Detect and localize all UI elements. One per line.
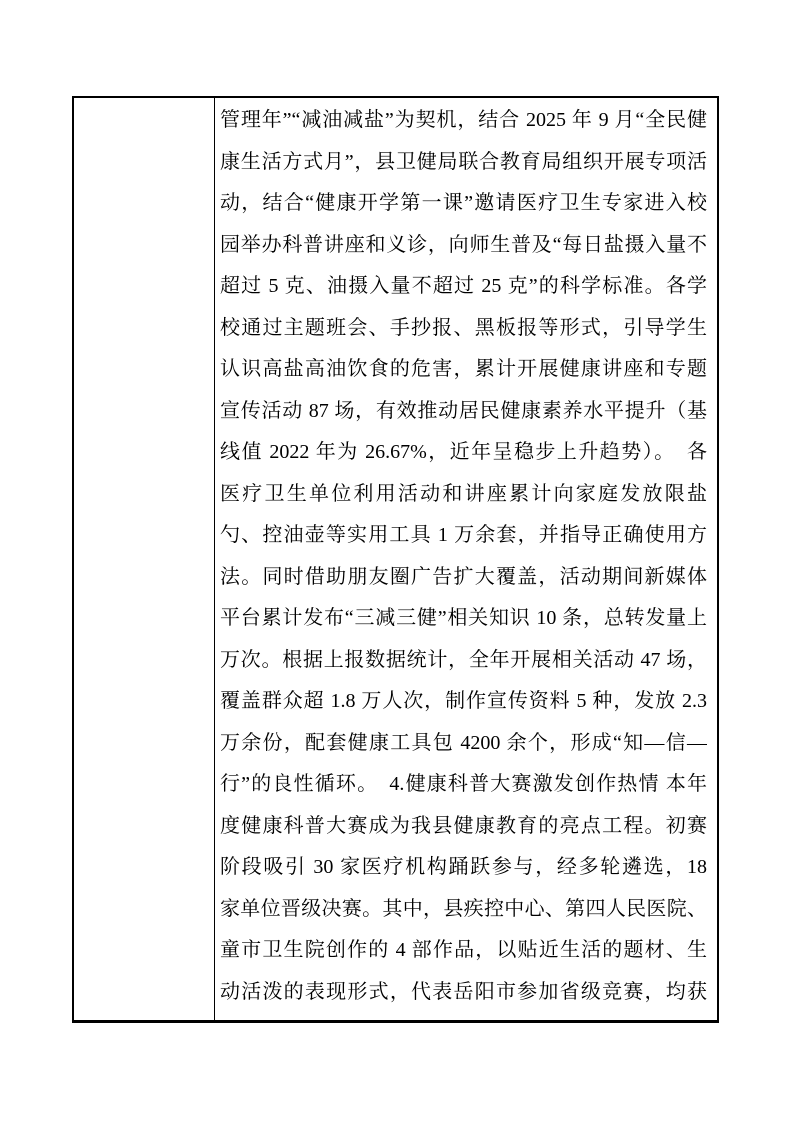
text-line: 校通过主题班会、手抄报、黑板报等形式，引导学生 — [220, 316, 707, 339]
text-line: 度健康科普大赛成为我县健康教育的亮点工程。初赛 — [220, 814, 707, 837]
text-line: 童市卫生院创作的 4 部作品，以贴近生活的题材、生 — [220, 939, 707, 961]
text-line: 万余份，配套健康工具包 4200 余个，形成“知—信— — [220, 731, 707, 754]
report-table — [72, 96, 719, 1023]
text-line: 动，结合“健康开学第一课”邀请医疗卫生专家进入校 — [220, 192, 707, 214]
text-line: 认识高盐高油饮食的危害，累计开展健康讲座和专题 — [220, 358, 707, 380]
text-line: 覆盖群众超 1.8 万人次，制作宣传资料 5 种，发放 2.3 — [220, 690, 707, 712]
text-line: 勺、控油壶等实用工具 1 万余套，并指导正确使用方 — [220, 524, 707, 546]
text-line: 行”的良性循环。 4.健康科普大赛激发创作热情 本年 — [220, 773, 707, 795]
text-line: 动活泼的表现形式，代表岳阳市参加省级竞赛，均获 — [220, 980, 707, 1003]
text-line: 超过 5 克、油摄入量不超过 25 克”的科学标准。各学 — [220, 275, 707, 297]
text-line: 线值 2022 年为 26.67%，近年呈稳步上升趋势）。 各 — [220, 441, 707, 463]
text-line: 医疗卫生单位利用活动和讲座累计向家庭发放限盐 — [220, 482, 707, 505]
text-line: 家单位晋级决赛。其中，县疾控中心、第四人民医院、 — [220, 897, 707, 920]
text-line: 万次。根据上报数据统计，全年开展相关活动 47 场， — [220, 648, 707, 671]
text-line: 宣传活动 87 场，有效推动居民健康素养水平提升（基 — [220, 399, 707, 422]
text-line: 康生活方式月”，县卫健局联合教育局组织开展专项活 — [220, 150, 707, 173]
text-line: 平台累计发布“三减三健”相关知识 10 条，总转发量上 — [220, 607, 707, 629]
text-line: 法。同时借助朋友圈广告扩大覆盖，活动期间新媒体 — [220, 565, 707, 588]
text-line: 园举办科普讲座和义诊，向师生普及“每日盐摄入量不 — [220, 233, 707, 256]
table-cell-label — [74, 98, 215, 1020]
paragraph-lines — [220, 100, 707, 1013]
table-cell-content — [215, 98, 717, 1020]
text-line: 阶段吸引 30 家医疗机构踊跃参与，经多轮遴选，18 — [220, 856, 707, 878]
text-line: 管理年”“减油减盐”为契机，结合 2025 年 9 月“全民健 — [220, 109, 707, 131]
